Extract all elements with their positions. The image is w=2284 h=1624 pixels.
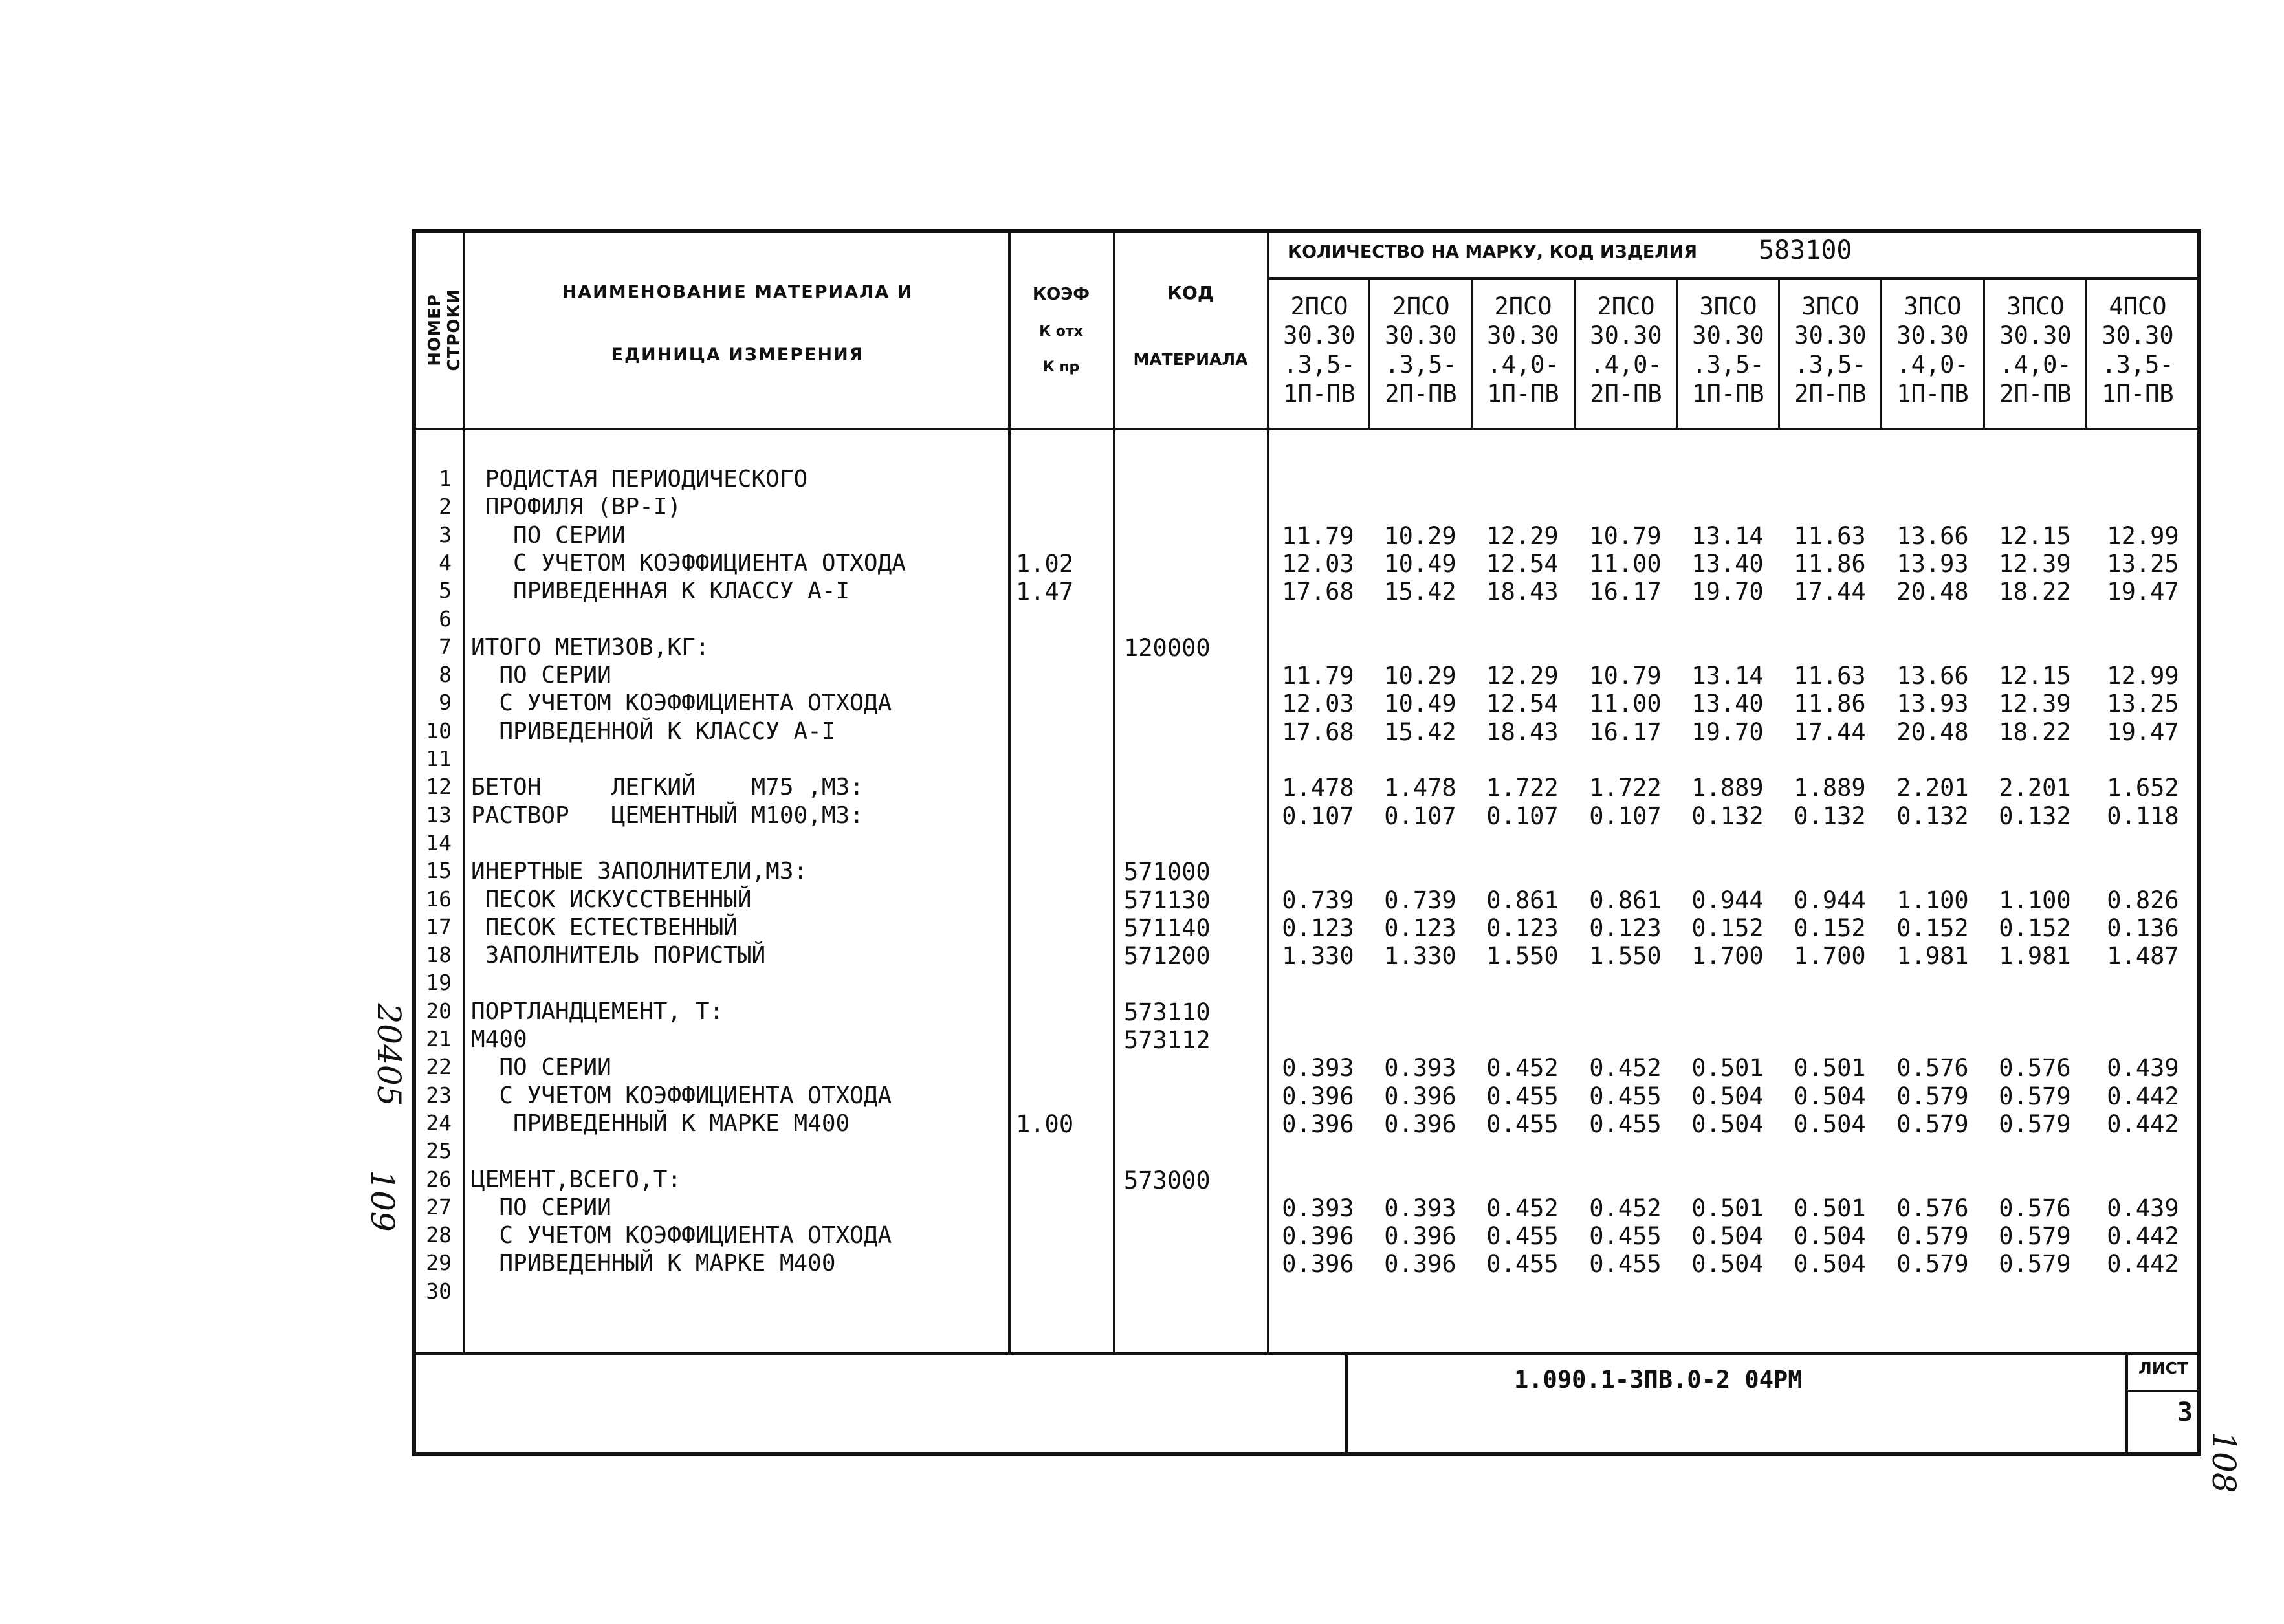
material-name: ПРИВЕДЕННЫЙ К МАРКЕ М400 bbox=[471, 1250, 836, 1277]
quantity-value: 17.44 bbox=[1794, 718, 1866, 746]
quantity-value: 0.861 bbox=[1589, 886, 1662, 914]
divider-qty-2 bbox=[1471, 278, 1473, 429]
quantity-value: 0.579 bbox=[1999, 1082, 2071, 1110]
column-header-9-line1: 4ПСО bbox=[2109, 292, 2167, 320]
quantity-value: 0.504 bbox=[1691, 1082, 1764, 1110]
quantity-value: 0.455 bbox=[1486, 1222, 1559, 1250]
quantity-value: 17.68 bbox=[1282, 718, 1354, 746]
quantity-value: 12.99 bbox=[2107, 662, 2179, 690]
quantity-value: 0.455 bbox=[1486, 1250, 1559, 1278]
quantity-value: 0.132 bbox=[1999, 802, 2071, 830]
material-name: М400 bbox=[471, 1026, 527, 1053]
coefficient: 1.02 bbox=[1016, 550, 1074, 578]
column-header-8-line3: .4,0- bbox=[1999, 351, 2072, 379]
quantity-value: 0.504 bbox=[1691, 1222, 1764, 1250]
quantity-value: 0.579 bbox=[1896, 1110, 1969, 1138]
right-page-number: 108 bbox=[2205, 1431, 2243, 1493]
material-code: 573112 bbox=[1124, 1026, 1211, 1054]
column-header-3-line2: 30.30 bbox=[1487, 322, 1559, 349]
material-name: ИНЕРТНЫЕ ЗАПОЛНИТЕЛИ,М3: bbox=[471, 858, 808, 884]
material-name: ПО СЕРИИ bbox=[471, 522, 626, 549]
quantity-value: 0.107 bbox=[1486, 802, 1559, 830]
border-top bbox=[414, 229, 2201, 233]
quantity-value: 20.48 bbox=[1896, 718, 1969, 746]
column-header-4-line3: .4,0- bbox=[1590, 351, 1662, 379]
quantity-value: 1.330 bbox=[1282, 942, 1354, 970]
quantity-value: 0.396 bbox=[1282, 1082, 1354, 1110]
quantity-value: 1.700 bbox=[1794, 942, 1866, 970]
quantity-value: 19.47 bbox=[2107, 718, 2179, 746]
row-number: 27 bbox=[426, 1194, 452, 1220]
row-number: 25 bbox=[426, 1138, 452, 1163]
column-header-7-line3: .4,0- bbox=[1896, 351, 1969, 379]
name-header-line2: ЕДИНИЦА ИЗМЕРЕНИЯ bbox=[611, 345, 864, 365]
divider-qty-5 bbox=[1778, 278, 1780, 429]
quantity-value: 12.15 bbox=[1999, 522, 2071, 550]
product-code: 583100 bbox=[1759, 236, 1852, 265]
material-name: РОДИСТАЯ ПЕРИОДИЧЕСКОГО bbox=[471, 466, 808, 492]
quantity-value: 0.452 bbox=[1589, 1054, 1662, 1082]
quantity-value: 0.396 bbox=[1384, 1222, 1456, 1250]
divider-qty-3 bbox=[1574, 278, 1576, 429]
row-number: 24 bbox=[426, 1110, 452, 1136]
quantity-value: 0.396 bbox=[1384, 1250, 1456, 1278]
quantity-value: 0.123 bbox=[1384, 914, 1456, 942]
quantity-value: 11.00 bbox=[1589, 690, 1662, 718]
row-number: 8 bbox=[439, 662, 452, 687]
quantity-value: 1.722 bbox=[1589, 774, 1662, 802]
column-header-8-line2: 30.30 bbox=[1999, 322, 2072, 349]
quantity-value: 0.152 bbox=[1999, 914, 2071, 942]
quantity-value: 19.47 bbox=[2107, 578, 2179, 606]
column-header-9-line3: .3,5- bbox=[2102, 351, 2174, 379]
row-number: 29 bbox=[426, 1250, 452, 1275]
quantity-value: 10.29 bbox=[1384, 662, 1456, 690]
quantity-value: 20.48 bbox=[1896, 578, 1969, 606]
material-name: С УЧЕТОМ КОЭФФИЦИЕНТА ОТХОДА bbox=[471, 1082, 892, 1109]
material-name: ПОРТЛАНДЦЕМЕНТ, Т: bbox=[471, 998, 724, 1025]
row-number-header: НОМЕР СТРОКИ bbox=[425, 289, 464, 371]
quantity-value: 0.396 bbox=[1384, 1110, 1456, 1138]
column-header-1-line4: 1П-ПВ bbox=[1283, 380, 1356, 408]
quantity-value: 0.576 bbox=[1896, 1194, 1969, 1222]
quantity-value: 16.17 bbox=[1589, 578, 1662, 606]
quantity-value: 1.100 bbox=[1896, 886, 1969, 914]
quantity-value: 0.579 bbox=[1999, 1250, 2071, 1278]
row-number: 23 bbox=[426, 1082, 452, 1108]
quantity-value: 13.25 bbox=[2107, 550, 2179, 578]
quantity-value: 0.455 bbox=[1589, 1222, 1662, 1250]
column-header-8-line1: 3ПСО bbox=[2006, 292, 2065, 320]
material-name: ПРИВЕДЕННАЯ К КЛАССУ А-I bbox=[471, 578, 850, 604]
divider-coef bbox=[1113, 229, 1115, 1355]
material-name: ПРИВЕДЕННОЙ К КЛАССУ А-I bbox=[471, 718, 836, 745]
column-header-9-line2: 30.30 bbox=[2102, 322, 2174, 349]
column-header-1-line2: 30.30 bbox=[1283, 322, 1356, 349]
quantity-value: 0.393 bbox=[1384, 1054, 1456, 1082]
quantity-value: 11.00 bbox=[1589, 550, 1662, 578]
divider-qty-8 bbox=[2085, 278, 2087, 429]
quantity-value: 0.396 bbox=[1384, 1082, 1456, 1110]
quantity-value: 0.504 bbox=[1691, 1250, 1764, 1278]
quantity-value: 0.576 bbox=[1999, 1054, 2071, 1082]
row-number: 15 bbox=[426, 858, 452, 883]
name-header-line1: НАИМЕНОВАНИЕ МАТЕРИАЛА И bbox=[562, 282, 914, 302]
quantity-value: 0.442 bbox=[2107, 1222, 2179, 1250]
material-name: РАСТВОР ЦЕМЕНТНЫЙ М100,М3: bbox=[471, 802, 864, 829]
column-header-1-line1: 2ПСО bbox=[1290, 292, 1348, 320]
row-number: 7 bbox=[439, 634, 452, 659]
quantity-value: 0.452 bbox=[1486, 1054, 1559, 1082]
quantity-value: 0.393 bbox=[1282, 1054, 1354, 1082]
row-number: 22 bbox=[426, 1054, 452, 1079]
row-number: 13 bbox=[426, 802, 452, 828]
sheet-box-divider bbox=[2125, 1390, 2199, 1392]
quantity-value: 0.396 bbox=[1282, 1222, 1354, 1250]
quantity-value: 11.86 bbox=[1794, 690, 1866, 718]
qty-label-bottom bbox=[1268, 277, 2201, 280]
quantity-value: 0.579 bbox=[1896, 1222, 1969, 1250]
column-header-8-line4: 2П-ПВ bbox=[1999, 380, 2072, 408]
quantity-value: 0.123 bbox=[1486, 914, 1559, 942]
quantity-value: 1.889 bbox=[1794, 774, 1866, 802]
quantity-value: 12.29 bbox=[1486, 522, 1559, 550]
quantity-value: 0.944 bbox=[1691, 886, 1764, 914]
quantity-value: 0.504 bbox=[1794, 1250, 1866, 1278]
quantity-value: 13.25 bbox=[2107, 690, 2179, 718]
column-header-3-line4: 1П-ПВ bbox=[1487, 380, 1559, 408]
quantity-value: 0.861 bbox=[1486, 886, 1559, 914]
row-number: 19 bbox=[426, 970, 452, 995]
quantity-value: 12.03 bbox=[1282, 690, 1354, 718]
quantity-value: 12.99 bbox=[2107, 522, 2179, 550]
material-name: С УЧЕТОМ КОЭФФИЦИЕНТА ОТХОДА bbox=[471, 1222, 892, 1249]
sheet-label: ЛИСТ bbox=[2138, 1359, 2189, 1377]
qty-header-label: КОЛИЧЕСТВО НА МАРКУ, КОД ИЗДЕЛИЯ bbox=[1288, 242, 1698, 262]
quantity-value: 10.79 bbox=[1589, 662, 1662, 690]
quantity-value: 1.550 bbox=[1486, 942, 1559, 970]
row-number: 2 bbox=[439, 494, 452, 519]
divider-rownum bbox=[463, 229, 465, 1355]
quantity-value: 0.579 bbox=[1999, 1110, 2071, 1138]
quantity-value: 0.396 bbox=[1282, 1250, 1354, 1278]
row-number: 3 bbox=[439, 522, 452, 547]
material-name: ПЕСОК ИСКУССТВЕННЫЙ bbox=[471, 886, 752, 913]
quantity-value: 0.132 bbox=[1691, 802, 1764, 830]
row-number: 28 bbox=[426, 1222, 452, 1247]
quantity-value: 12.15 bbox=[1999, 662, 2071, 690]
border-bottom bbox=[414, 1452, 2201, 1456]
column-header-6-line4: 2П-ПВ bbox=[1794, 380, 1867, 408]
quantity-value: 13.40 bbox=[1691, 550, 1764, 578]
quantity-value: 0.455 bbox=[1589, 1082, 1662, 1110]
quantity-value: 0.504 bbox=[1691, 1110, 1764, 1138]
quantity-value: 0.452 bbox=[1589, 1194, 1662, 1222]
quantity-value: 0.107 bbox=[1282, 802, 1354, 830]
material-name: ПО СЕРИИ bbox=[471, 1194, 611, 1221]
quantity-value: 0.576 bbox=[1999, 1194, 2071, 1222]
quantity-value: 16.17 bbox=[1589, 718, 1662, 746]
column-header-7-line2: 30.30 bbox=[1896, 322, 1969, 349]
left-page-number: 109 bbox=[364, 1170, 401, 1232]
column-header-5-line1: 3ПСО bbox=[1699, 292, 1757, 320]
material-code: 571200 bbox=[1124, 942, 1211, 970]
row-number: 10 bbox=[426, 718, 452, 743]
column-header-7-line1: 3ПСО bbox=[1904, 292, 1962, 320]
material-name: ПРОФИЛЯ (ВР-I) bbox=[471, 494, 682, 520]
quantity-value: 0.504 bbox=[1794, 1110, 1866, 1138]
row-number: 12 bbox=[426, 774, 452, 799]
quantity-value: 18.43 bbox=[1486, 578, 1559, 606]
quantity-value: 0.501 bbox=[1794, 1054, 1866, 1082]
coefficient: 1.47 bbox=[1016, 578, 1074, 606]
quantity-value: 1.981 bbox=[1896, 942, 1969, 970]
column-header-3-line1: 2ПСО bbox=[1494, 292, 1552, 320]
divider-qty-4 bbox=[1676, 278, 1678, 429]
border-header-bottom bbox=[414, 428, 2201, 430]
coef-header-line2: К отх bbox=[1039, 324, 1083, 340]
quantity-value: 13.40 bbox=[1691, 690, 1764, 718]
quantity-value: 12.39 bbox=[1999, 550, 2071, 578]
quantity-value: 1.478 bbox=[1282, 774, 1354, 802]
column-header-5-line3: .3,5- bbox=[1692, 351, 1764, 379]
quantity-value: 0.439 bbox=[2107, 1054, 2179, 1082]
quantity-value: 12.29 bbox=[1486, 662, 1559, 690]
quantity-value: 0.826 bbox=[2107, 886, 2179, 914]
quantity-value: 1.478 bbox=[1384, 774, 1456, 802]
code-header-line2: МАТЕРИАЛА bbox=[1133, 350, 1248, 369]
quantity-value: 15.42 bbox=[1384, 578, 1456, 606]
code-header-line1: КОД bbox=[1167, 282, 1214, 303]
quantity-value: 11.79 bbox=[1282, 522, 1354, 550]
quantity-value: 12.54 bbox=[1486, 690, 1559, 718]
border-body-bottom bbox=[414, 1352, 2201, 1355]
quantity-value: 0.152 bbox=[1794, 914, 1866, 942]
material-name: С УЧЕТОМ КОЭФФИЦИЕНТА ОТХОДА bbox=[471, 550, 906, 576]
column-header-9-line4: 1П-ПВ bbox=[2102, 380, 2174, 408]
sheet-number: 3 bbox=[2177, 1398, 2193, 1427]
row-number: 6 bbox=[439, 606, 452, 631]
row-number: 16 bbox=[426, 886, 452, 912]
quantity-value: 18.22 bbox=[1999, 718, 2071, 746]
quantity-value: 12.39 bbox=[1999, 690, 2071, 718]
coefficient: 1.00 bbox=[1016, 1110, 1074, 1138]
material-code: 573000 bbox=[1124, 1167, 1211, 1194]
quantity-value: 13.66 bbox=[1896, 662, 1969, 690]
row-number: 11 bbox=[426, 746, 452, 771]
quantity-value: 0.739 bbox=[1282, 886, 1354, 914]
quantity-value: 0.136 bbox=[2107, 914, 2179, 942]
quantity-value: 2.201 bbox=[1999, 774, 2071, 802]
quantity-value: 1.330 bbox=[1384, 942, 1456, 970]
quantity-value: 0.132 bbox=[1794, 802, 1866, 830]
quantity-value: 15.42 bbox=[1384, 718, 1456, 746]
quantity-value: 10.29 bbox=[1384, 522, 1456, 550]
material-name: ЦЕМЕНТ,ВСЕГО,Т: bbox=[471, 1167, 682, 1193]
quantity-value: 0.944 bbox=[1794, 886, 1866, 914]
quantity-value: 0.576 bbox=[1896, 1054, 1969, 1082]
row-number: 30 bbox=[426, 1278, 452, 1304]
quantity-value: 11.79 bbox=[1282, 662, 1354, 690]
quantity-value: 1.981 bbox=[1999, 942, 2071, 970]
divider-qty-7 bbox=[1983, 278, 1985, 429]
coef-header-line3: К пр bbox=[1042, 359, 1080, 375]
material-name: ПРИВЕДЕННЫЙ К МАРКЕ М400 bbox=[471, 1110, 850, 1137]
quantity-value: 0.396 bbox=[1282, 1110, 1354, 1138]
quantity-value: 18.22 bbox=[1999, 578, 2071, 606]
quantity-value: 11.63 bbox=[1794, 662, 1866, 690]
quantity-value: 0.452 bbox=[1486, 1194, 1559, 1222]
row-number: 14 bbox=[426, 830, 452, 855]
border-right bbox=[2197, 229, 2201, 1456]
quantity-value: 0.504 bbox=[1794, 1082, 1866, 1110]
quantity-value: 18.43 bbox=[1486, 718, 1559, 746]
quantity-value: 0.442 bbox=[2107, 1110, 2179, 1138]
quantity-value: 0.439 bbox=[2107, 1194, 2179, 1222]
quantity-value: 0.152 bbox=[1896, 914, 1969, 942]
material-code: 573110 bbox=[1124, 998, 1211, 1026]
quantity-value: 0.455 bbox=[1486, 1082, 1559, 1110]
quantity-value: 17.68 bbox=[1282, 578, 1354, 606]
quantity-value: 0.501 bbox=[1794, 1194, 1866, 1222]
quantity-value: 13.93 bbox=[1896, 690, 1969, 718]
column-header-6-line2: 30.30 bbox=[1794, 322, 1867, 349]
row-number: 21 bbox=[426, 1026, 452, 1051]
quantity-value: 0.579 bbox=[1896, 1250, 1969, 1278]
quantity-value: 19.70 bbox=[1691, 578, 1764, 606]
quantity-value: 0.393 bbox=[1384, 1194, 1456, 1222]
column-header-2-line4: 2П-ПВ bbox=[1385, 380, 1457, 408]
material-name: ПЕСОК ЕСТЕСТВЕННЫЙ bbox=[471, 914, 738, 941]
quantity-value: 1.722 bbox=[1486, 774, 1559, 802]
row-number: 26 bbox=[426, 1167, 452, 1192]
row-number: 4 bbox=[439, 550, 452, 575]
quantity-value: 17.44 bbox=[1794, 578, 1866, 606]
quantity-value: 0.501 bbox=[1691, 1054, 1764, 1082]
quantity-value: 13.14 bbox=[1691, 522, 1764, 550]
quantity-value: 1.550 bbox=[1589, 942, 1662, 970]
quantity-value: 0.107 bbox=[1589, 802, 1662, 830]
row-number: 5 bbox=[439, 578, 452, 603]
quantity-value: 13.93 bbox=[1896, 550, 1969, 578]
material-name: С УЧЕТОМ КОЭФФИЦИЕНТА ОТХОДА bbox=[471, 690, 892, 716]
quantity-value: 0.152 bbox=[1691, 914, 1764, 942]
quantity-value: 0.123 bbox=[1589, 914, 1662, 942]
quantity-value: 10.79 bbox=[1589, 522, 1662, 550]
column-header-3-line3: .4,0- bbox=[1487, 351, 1559, 379]
quantity-value: 0.455 bbox=[1589, 1110, 1662, 1138]
quantity-value: 2.201 bbox=[1896, 774, 1969, 802]
quantity-value: 0.504 bbox=[1794, 1222, 1866, 1250]
material-code: 571000 bbox=[1124, 858, 1211, 886]
archive-number: 20405 bbox=[370, 1003, 408, 1106]
quantity-value: 0.123 bbox=[1282, 914, 1354, 942]
material-code: 120000 bbox=[1124, 634, 1211, 662]
quantity-value: 13.14 bbox=[1691, 662, 1764, 690]
quantity-value: 0.579 bbox=[1999, 1222, 2071, 1250]
column-header-6-line3: .3,5- bbox=[1794, 351, 1867, 379]
divider-name bbox=[1008, 229, 1011, 1355]
quantity-value: 1.700 bbox=[1691, 942, 1764, 970]
divider-qty-6 bbox=[1880, 278, 1882, 429]
quantity-value: 0.132 bbox=[1896, 802, 1969, 830]
quantity-value: 1.487 bbox=[2107, 942, 2179, 970]
column-header-4-line1: 2ПСО bbox=[1597, 292, 1655, 320]
quantity-value: 0.455 bbox=[1486, 1110, 1559, 1138]
row-number: 18 bbox=[426, 942, 452, 967]
material-name: БЕТОН ЛЕГКИЙ М75 ,М3: bbox=[471, 774, 864, 800]
column-header-2-line2: 30.30 bbox=[1385, 322, 1457, 349]
column-header-6-line1: 3ПСО bbox=[1801, 292, 1860, 320]
column-header-5-line4: 1П-ПВ bbox=[1692, 380, 1764, 408]
quantity-value: 12.03 bbox=[1282, 550, 1354, 578]
quantity-value: 0.579 bbox=[1896, 1082, 1969, 1110]
quantity-value: 0.107 bbox=[1384, 802, 1456, 830]
quantity-value: 1.652 bbox=[2107, 774, 2179, 802]
quantity-value: 10.49 bbox=[1384, 550, 1456, 578]
footer-divider bbox=[1345, 1354, 1348, 1454]
column-header-7-line4: 1П-ПВ bbox=[1896, 380, 1969, 408]
quantity-value: 0.501 bbox=[1691, 1194, 1764, 1222]
row-number: 9 bbox=[439, 690, 452, 715]
quantity-value: 13.66 bbox=[1896, 522, 1969, 550]
coef-header-line1: КОЭФ bbox=[1032, 285, 1090, 304]
material-code: 571130 bbox=[1124, 886, 1211, 914]
material-code: 571140 bbox=[1124, 914, 1211, 942]
material-name: ЗАПОЛНИТЕЛЬ ПОРИСТЫЙ bbox=[471, 942, 766, 969]
quantity-value: 0.393 bbox=[1282, 1194, 1354, 1222]
quantity-value: 11.63 bbox=[1794, 522, 1866, 550]
column-header-4-line4: 2П-ПВ bbox=[1590, 380, 1662, 408]
quantity-value: 1.100 bbox=[1999, 886, 2071, 914]
material-name: ИТОГО МЕТИЗОВ,КГ: bbox=[471, 634, 710, 661]
quantity-value: 0.442 bbox=[2107, 1250, 2179, 1278]
quantity-value: 10.49 bbox=[1384, 690, 1456, 718]
column-header-2-line1: 2ПСО bbox=[1392, 292, 1450, 320]
row-number: 1 bbox=[439, 466, 452, 491]
quantity-value: 0.455 bbox=[1589, 1250, 1662, 1278]
quantity-value: 11.86 bbox=[1794, 550, 1866, 578]
quantity-value: 12.54 bbox=[1486, 550, 1559, 578]
quantity-value: 19.70 bbox=[1691, 718, 1764, 746]
document-code: 1.090.1-3ПВ.0-2 04РМ bbox=[1514, 1366, 1803, 1394]
column-header-1-line3: .3,5- bbox=[1283, 351, 1356, 379]
row-number: 17 bbox=[426, 914, 452, 939]
material-name: ПО СЕРИИ bbox=[471, 1054, 611, 1081]
quantity-value: 1.889 bbox=[1691, 774, 1764, 802]
column-header-4-line2: 30.30 bbox=[1590, 322, 1662, 349]
quantity-value: 0.739 bbox=[1384, 886, 1456, 914]
row-number: 20 bbox=[426, 998, 452, 1024]
quantity-value: 0.442 bbox=[2107, 1082, 2179, 1110]
material-name: ПО СЕРИИ bbox=[471, 662, 611, 688]
quantity-value: 0.118 bbox=[2107, 802, 2179, 830]
column-header-2-line3: .3,5- bbox=[1385, 351, 1457, 379]
column-header-5-line2: 30.30 bbox=[1692, 322, 1764, 349]
